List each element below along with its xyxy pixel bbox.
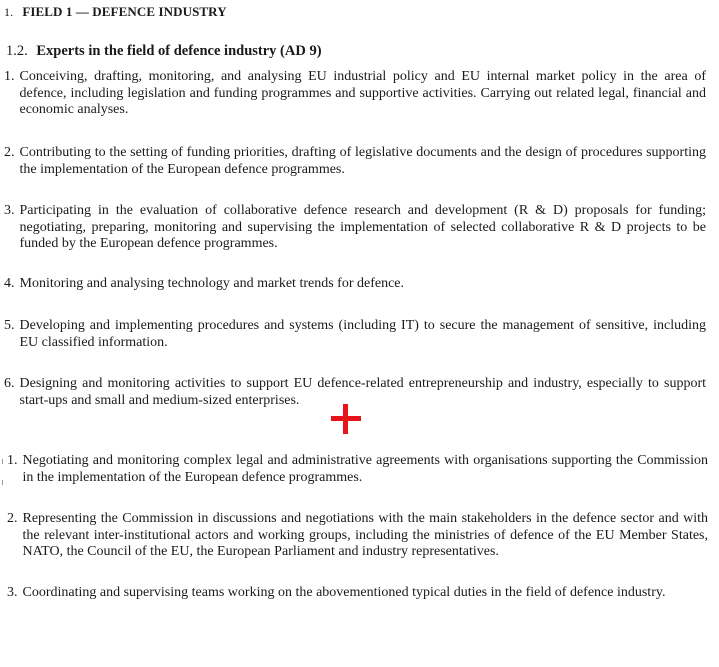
duty-text: Participating in the evaluation of collaborative defence research and development (R & D) proposals for funding; negotiating, preparing, monitoring and supervising the implementation of selected collaborative R & D projects to be funded by the European defence programmes.	[19, 203, 706, 251]
duty-number: 3.	[4, 203, 15, 218]
duty-text: Designing and monitoring activities to support EU defence-related entrepreneurship and industry, especially to support start-ups and small and medium-sized enterprises.	[19, 376, 706, 408]
duty-item-4	[4, 276, 706, 293]
duty-text: Conceiving, drafting, monitoring, and analysing EU industrial policy and EU internal market policy in the area of defence, including legislation and funding programmes and supportive activities. Carrying out related legal, financial and economic analyses.	[19, 69, 706, 117]
duty-text: Monitoring and analysing technology and market trends for defence.	[19, 276, 404, 291]
duty-number: 3.	[7, 585, 18, 600]
duty-item-5	[4, 318, 706, 351]
duty-item-group2-1	[7, 453, 708, 486]
margin-mark	[2, 459, 3, 464]
duty-number: 1.	[7, 453, 18, 468]
duty-text: Negotiating and monitoring complex legal and administrative agreements with organisations supporting the Commission in the implementation of the European defence programmes.	[22, 453, 708, 485]
duty-item-group2-2	[7, 511, 708, 561]
section-heading	[6, 43, 322, 60]
margin-mark	[2, 480, 3, 485]
duty-item-group2-3	[7, 585, 708, 602]
duty-number: 5.	[4, 318, 15, 333]
duty-text: Contributing to the setting of funding priorities, drafting of legislative documents and the design of procedures supporting the implementation of the European defence programmes.	[19, 145, 706, 177]
section-title: Experts in the field of defence industry (AD 9)	[36, 43, 322, 59]
duty-text: Representing the Commission in discussions and negotiations with the main stakeholders in the defence sector and with the relevant inter-institutional actors and working groups, including the ministries of defence of the EU Member States, NATO, the Council of the EU, the European Parliament and industry representatives.	[22, 511, 708, 559]
duty-item-3	[4, 203, 706, 253]
duty-number: 1.	[4, 69, 15, 84]
duty-number: 2.	[7, 511, 18, 526]
duty-number: 4.	[4, 276, 15, 291]
plus-icon	[331, 404, 361, 434]
duty-number: 6.	[4, 376, 15, 391]
field-title: FIELD 1 — DEFENCE INDUSTRY	[22, 4, 227, 19]
duty-item-1	[4, 69, 706, 119]
duty-number: 2.	[4, 145, 15, 160]
duty-text: Developing and implementing procedures and systems (including IT) to secure the management of sensitive, including EU classified information.	[19, 318, 706, 350]
duty-item-2	[4, 145, 706, 178]
section-number: 1.2.	[6, 43, 28, 59]
duty-text: Coordinating and supervising teams working on the abovementioned typical duties in the field of defence industry.	[22, 585, 666, 600]
field-header	[4, 4, 227, 20]
field-number: 1.	[4, 5, 14, 19]
